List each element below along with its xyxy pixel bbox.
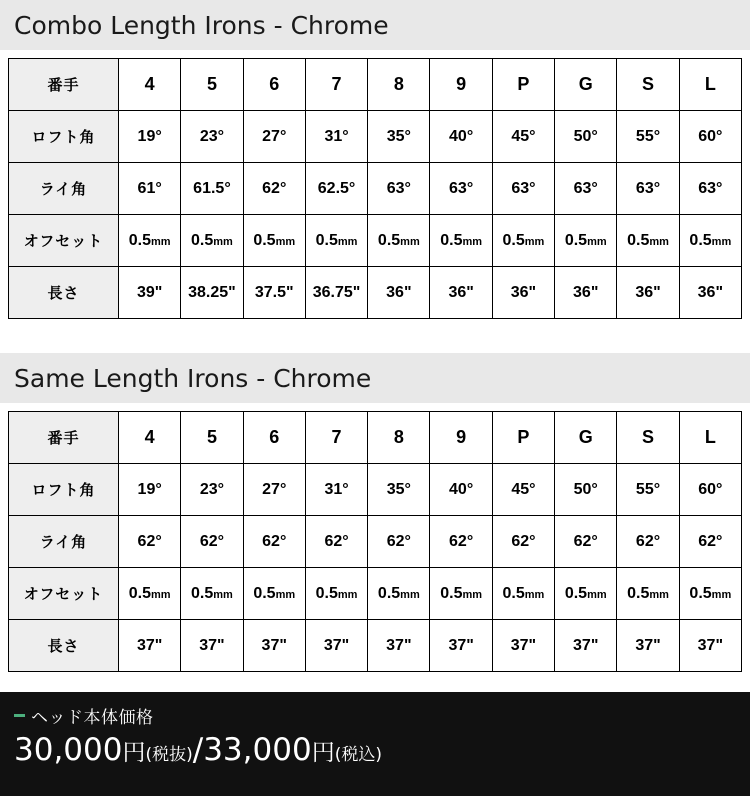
cell-loft: 60°: [679, 111, 741, 163]
row-label-club-number: 番手: [9, 59, 119, 111]
cell-offset: [181, 215, 243, 267]
offset-value: 0.5: [253, 584, 276, 602]
cell-club: 7: [305, 59, 367, 111]
spec-table-same-length: [8, 411, 742, 672]
offset-unit: mm: [524, 588, 545, 601]
cell-loft: 27°: [243, 111, 305, 163]
cell-offset: [492, 568, 554, 620]
offset-value: 0.5: [128, 584, 151, 602]
cell-offset: [368, 568, 430, 620]
offset-unit: mm: [462, 588, 483, 601]
cell-loft: 55°: [617, 464, 679, 516]
cell-length: 36": [555, 267, 617, 319]
price-block: [0, 692, 750, 796]
cell-club: 6: [243, 59, 305, 111]
cell-offset: [430, 568, 492, 620]
price-incl-yen: 円: [311, 740, 335, 766]
cell-lie: 63°: [555, 163, 617, 215]
cell-lie: 62°: [679, 516, 741, 568]
offset-value: 0.5: [564, 584, 588, 602]
offset-unit: mm: [275, 235, 296, 248]
cell-lie: 62°: [119, 516, 181, 568]
cell-club: 8: [368, 59, 430, 111]
row-label-loft: ロフト角: [9, 464, 119, 516]
cell-lie: 62°: [617, 516, 679, 568]
section-title: Combo Length Irons - Chrome: [14, 10, 389, 40]
cell-loft: 19°: [119, 464, 181, 516]
offset-value: 0.5: [377, 231, 401, 249]
cell-club: 6: [243, 412, 305, 464]
offset-value: 0.5: [128, 231, 151, 249]
offset-unit: mm: [587, 588, 607, 601]
cell-club: 4: [119, 412, 181, 464]
row-label-offset: オフセット: [9, 568, 119, 620]
cell-lie: 62°: [430, 516, 492, 568]
offset-unit: mm: [337, 588, 358, 601]
cell-lie: 61°: [119, 163, 181, 215]
cell-loft: 45°: [492, 464, 554, 516]
cell-loft: 35°: [368, 464, 430, 516]
cell-length: 37": [617, 620, 679, 672]
price-incl-tax-note: (税込): [334, 745, 382, 765]
table-row-club-number: [9, 412, 742, 464]
price-label: ヘッド本体価格: [31, 707, 154, 728]
cell-lie: 62°: [555, 516, 617, 568]
offset-unit: mm: [649, 235, 669, 248]
price-excl-yen: 円: [122, 740, 146, 766]
section-header-combo-length: [0, 0, 750, 50]
spec-table-combo-length: [8, 58, 742, 319]
cell-club: 9: [430, 59, 492, 111]
row-label-length: 長さ: [9, 620, 119, 672]
cell-offset: [119, 215, 181, 267]
cell-offset: [617, 215, 679, 267]
cell-length: 37": [305, 620, 367, 672]
row-label-lie: ライ角: [9, 516, 119, 568]
table-row-length: [9, 267, 742, 319]
offset-value: 0.5: [315, 584, 338, 602]
cell-loft: 31°: [305, 111, 367, 163]
cell-offset: [430, 215, 492, 267]
cell-length: 36": [492, 267, 554, 319]
offset-unit: mm: [150, 588, 171, 601]
cell-length: 36.75": [305, 267, 367, 319]
price-excl-tax-note: (税抜): [145, 745, 193, 765]
section-header-same-length: [0, 353, 750, 403]
cell-length: 39": [119, 267, 181, 319]
cell-length: 36": [617, 267, 679, 319]
table-row-loft: [9, 111, 742, 163]
cell-loft: 31°: [305, 464, 367, 516]
cell-loft: 50°: [555, 464, 617, 516]
offset-unit: mm: [337, 235, 358, 248]
cell-length: 37": [119, 620, 181, 672]
dash-icon: [14, 714, 25, 717]
cell-length: 38.25": [181, 267, 243, 319]
cell-club: L: [679, 412, 741, 464]
cell-offset: [679, 215, 741, 267]
cell-lie: 63°: [679, 163, 741, 215]
row-label-club-number: 番手: [9, 412, 119, 464]
cell-lie: 62°: [243, 516, 305, 568]
table-row-length: [9, 620, 742, 672]
row-label-lie: ライ角: [9, 163, 119, 215]
offset-value: 0.5: [440, 584, 463, 602]
cell-length: 37": [679, 620, 741, 672]
cell-length: 37": [492, 620, 554, 672]
cell-lie: 63°: [368, 163, 430, 215]
offset-unit: mm: [524, 235, 545, 248]
offset-unit: mm: [649, 588, 669, 601]
cell-length: 36": [430, 267, 492, 319]
table-row-lie: [9, 516, 742, 568]
cell-loft: 27°: [243, 464, 305, 516]
offset-unit: mm: [400, 235, 420, 248]
cell-length: 36": [679, 267, 741, 319]
cell-club: L: [679, 59, 741, 111]
cell-loft: 50°: [555, 111, 617, 163]
cell-loft: 35°: [368, 111, 430, 163]
cell-length: 37.5": [243, 267, 305, 319]
offset-value: 0.5: [253, 231, 276, 249]
cell-club: 7: [305, 412, 367, 464]
cell-offset: [617, 568, 679, 620]
table-row-offset: [9, 568, 742, 620]
cell-loft: 45°: [492, 111, 554, 163]
cell-loft: 60°: [679, 464, 741, 516]
cell-lie: 62.5°: [305, 163, 367, 215]
cell-loft: 23°: [181, 464, 243, 516]
section-title: Same Length Irons - Chrome: [14, 363, 372, 393]
row-label-length: 長さ: [9, 267, 119, 319]
price-label-row: [14, 702, 750, 728]
cell-loft: 55°: [617, 111, 679, 163]
table-row-lie: [9, 163, 742, 215]
price-incl-amount: 33,000: [203, 732, 312, 768]
cell-length: 37": [430, 620, 492, 672]
offset-value: 0.5: [564, 231, 588, 249]
row-label-offset: オフセット: [9, 215, 119, 267]
cell-lie: 61.5°: [181, 163, 243, 215]
cell-club: 9: [430, 412, 492, 464]
cell-length: 37": [181, 620, 243, 672]
table-row-loft: [9, 464, 742, 516]
cell-club: S: [617, 412, 679, 464]
cell-offset: [679, 568, 741, 620]
offset-value: 0.5: [502, 231, 525, 249]
offset-value: 0.5: [502, 584, 525, 602]
cell-offset: [305, 568, 367, 620]
price-amount: [14, 732, 750, 768]
offset-value: 0.5: [191, 584, 214, 602]
cell-club: 5: [181, 59, 243, 111]
offset-unit: mm: [213, 235, 233, 248]
cell-lie: 63°: [430, 163, 492, 215]
cell-club: P: [492, 412, 554, 464]
price-separator: /: [192, 732, 204, 768]
cell-club: G: [555, 59, 617, 111]
cell-offset: [368, 215, 430, 267]
cell-offset: [119, 568, 181, 620]
cell-lie: 62°: [492, 516, 554, 568]
cell-offset: [243, 215, 305, 267]
row-label-loft: ロフト角: [9, 111, 119, 163]
offset-value: 0.5: [377, 584, 401, 602]
cell-club: 8: [368, 412, 430, 464]
offset-unit: mm: [711, 235, 732, 248]
cell-club: 5: [181, 412, 243, 464]
offset-value: 0.5: [440, 231, 463, 249]
offset-value: 0.5: [689, 584, 712, 602]
cell-club: G: [555, 412, 617, 464]
cell-offset: [181, 568, 243, 620]
cell-lie: 62°: [243, 163, 305, 215]
offset-unit: mm: [587, 235, 607, 248]
table-row-club-number: [9, 59, 742, 111]
offset-unit: mm: [400, 588, 420, 601]
cell-offset: [555, 215, 617, 267]
table-row-offset: [9, 215, 742, 267]
cell-offset: [305, 215, 367, 267]
cell-club: S: [617, 59, 679, 111]
offset-unit: mm: [462, 235, 483, 248]
offset-unit: mm: [150, 235, 171, 248]
offset-value: 0.5: [191, 231, 214, 249]
cell-loft: 40°: [430, 464, 492, 516]
offset-unit: mm: [711, 588, 732, 601]
cell-length: 36": [368, 267, 430, 319]
cell-loft: 40°: [430, 111, 492, 163]
cell-offset: [555, 568, 617, 620]
offset-value: 0.5: [315, 231, 338, 249]
cell-club: 4: [119, 59, 181, 111]
cell-loft: 19°: [119, 111, 181, 163]
cell-lie: 62°: [305, 516, 367, 568]
cell-length: 37": [243, 620, 305, 672]
cell-offset: [492, 215, 554, 267]
cell-lie: 63°: [492, 163, 554, 215]
price-excl-amount: 30,000: [14, 732, 123, 768]
cell-loft: 23°: [181, 111, 243, 163]
offset-unit: mm: [275, 588, 296, 601]
cell-lie: 63°: [617, 163, 679, 215]
offset-value: 0.5: [627, 231, 650, 249]
cell-lie: 62°: [181, 516, 243, 568]
cell-club: P: [492, 59, 554, 111]
cell-offset: [243, 568, 305, 620]
offset-value: 0.5: [689, 231, 712, 249]
cell-length: 37": [555, 620, 617, 672]
offset-unit: mm: [213, 588, 233, 601]
offset-value: 0.5: [627, 584, 650, 602]
cell-length: 37": [368, 620, 430, 672]
cell-lie: 62°: [368, 516, 430, 568]
